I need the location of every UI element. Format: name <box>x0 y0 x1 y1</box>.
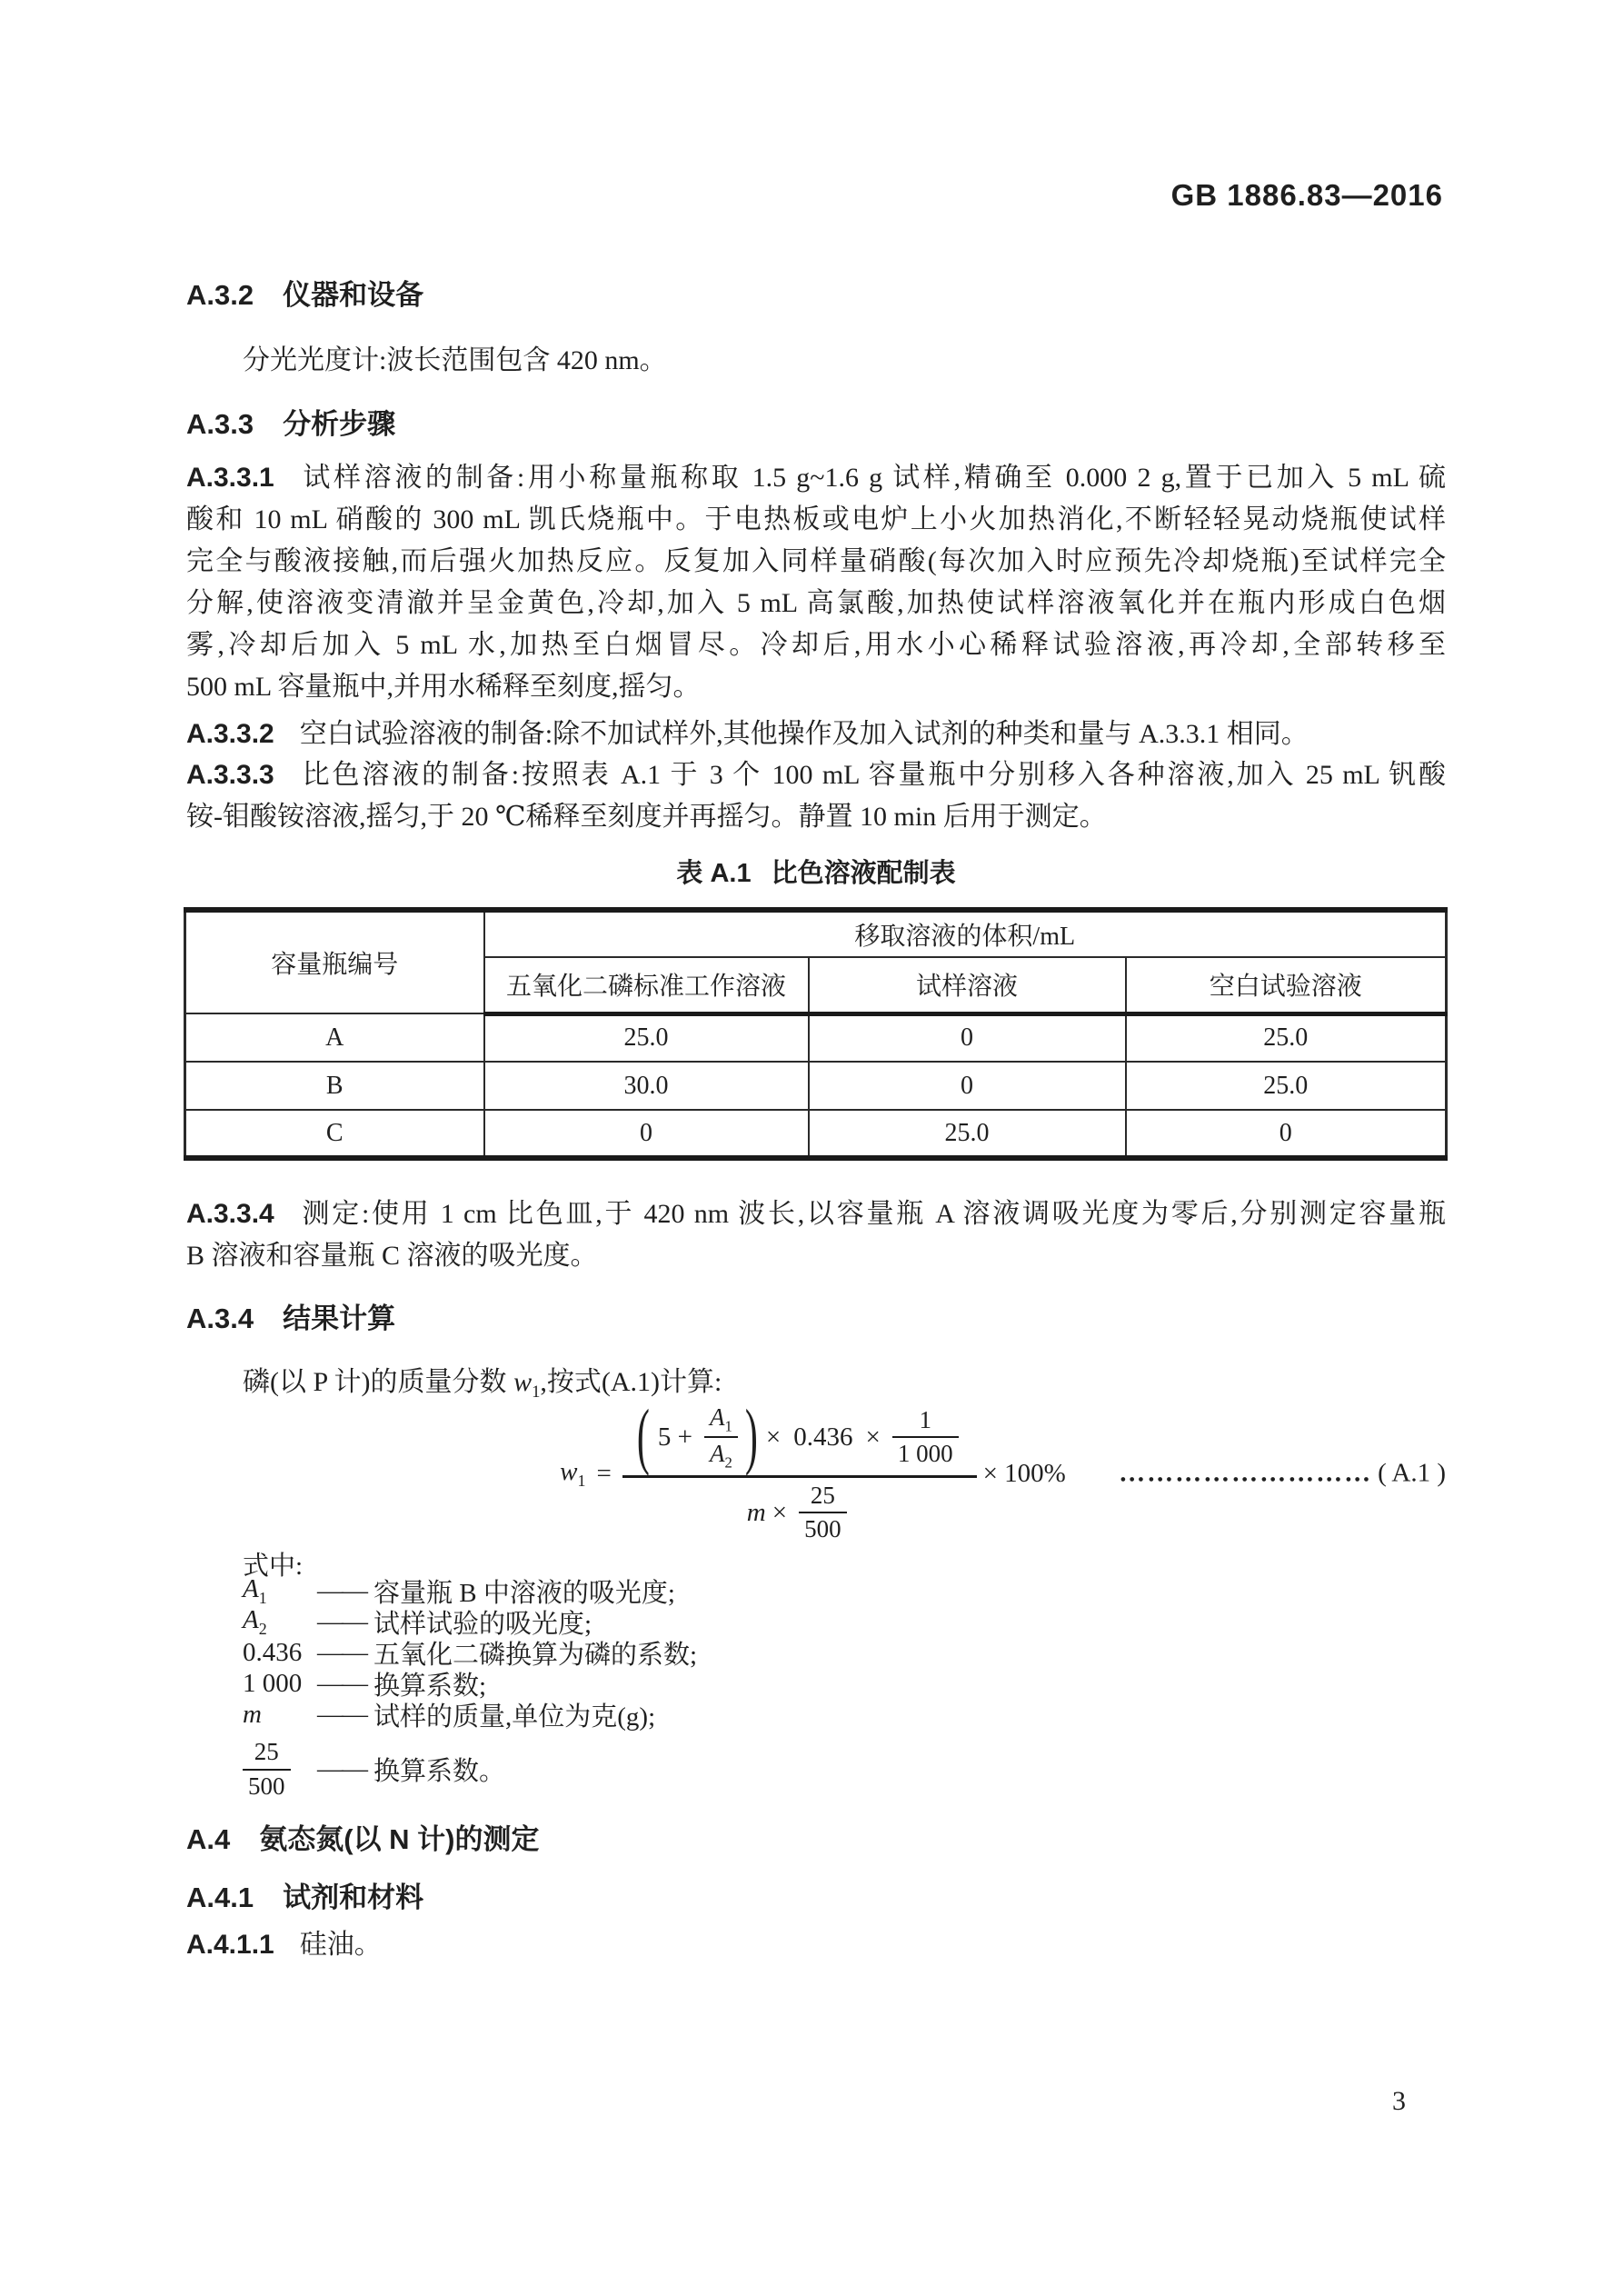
multiply-sign-3: × <box>772 1497 788 1527</box>
formula-lhs <box>560 1457 585 1491</box>
fraction-25-500 <box>799 1482 847 1543</box>
definition-1000 <box>243 1668 1442 1699</box>
cell-C-id: C <box>185 1110 484 1158</box>
formula-lhs-var: w <box>560 1456 578 1486</box>
table-col1-header: 容量瓶编号 <box>185 910 484 1013</box>
def-a2-sub: 2 <box>258 1619 267 1638</box>
cell-A-id: A <box>185 1013 484 1062</box>
paragraph-a333-line1: 铵-钼酸铵溶液,摇匀,于 20 ℃稀释至刻度并再摇匀。静置 10 min 后用于测定。 <box>186 802 1107 832</box>
heading-a41 <box>186 1874 423 1915</box>
heading-a32-label: A.3.2 <box>186 279 254 311</box>
equation-reference <box>1119 1459 1446 1489</box>
paragraph-a331 <box>186 457 1446 708</box>
paragraph-a334-line1: B 溶液和容量瓶 C 溶液的吸光度。 <box>186 1241 598 1271</box>
def-sym-a2 <box>243 1605 317 1639</box>
formula-intro-pre: 磷(以 P 计)的质量分数 <box>243 1367 514 1397</box>
formula-lhs-sub: 1 <box>577 1471 586 1490</box>
def-desc-a1: 容量瓶 B 中溶液的吸光度; <box>373 1578 675 1608</box>
heading-a34-title: 结果计算 <box>283 1303 396 1334</box>
cell-A-blank: 25.0 <box>1126 1013 1447 1062</box>
def-sym-0436: 0.436 <box>243 1637 303 1667</box>
heading-a34 <box>186 1295 395 1336</box>
def-sym-1000: 1 000 <box>243 1668 303 1698</box>
heading-a4 <box>186 1816 540 1857</box>
paragraph-a32-body: 分光光度计:波长范围包含 420 nm。 <box>243 345 667 375</box>
heading-a33-title: 分析步骤 <box>283 408 396 440</box>
mass-var: m <box>746 1497 766 1527</box>
heading-a41-title: 试剂和材料 <box>283 1882 424 1913</box>
paragraph-a333-line0: 比色溶液的制备:按照表 A.1 于 3 个 100 mL 容量瓶中分别移入各种溶液,加入 25 mL 钒酸 <box>299 760 1446 790</box>
def-frac-500: 500 <box>243 1769 291 1801</box>
cell-B-sample: 0 <box>809 1062 1126 1110</box>
def-dash: —— <box>317 1753 366 1783</box>
table-row-B <box>185 1062 1447 1110</box>
cell-A-sample: 0 <box>809 1013 1126 1062</box>
paragraph-a411 <box>186 1924 1446 1966</box>
open-paren: ( <box>636 1396 650 1479</box>
paragraph-a411-text: 硅油。 <box>299 1930 382 1960</box>
formula-intro-sub: 1 <box>532 1383 541 1402</box>
paragraph-a333 <box>186 754 1446 838</box>
where-label: 式中: <box>243 1552 304 1581</box>
definition-a1 <box>243 1575 1442 1606</box>
close-paren: ) <box>744 1396 758 1479</box>
coefficient-0436: 0.436 <box>793 1422 853 1452</box>
def-dash: —— <box>317 1606 366 1636</box>
def-sym-m <box>243 1700 317 1730</box>
a2-sub: 2 <box>724 1453 732 1472</box>
cell-B-std: 30.0 <box>484 1062 809 1110</box>
paragraph-a334-label: A.3.3.4 <box>186 1199 274 1229</box>
def-dash: —— <box>317 1668 366 1698</box>
cell-B-id: B <box>185 1062 484 1110</box>
fraction-1000: 1 000 <box>892 1436 959 1468</box>
formula-a1 <box>186 1396 1446 1543</box>
fraction-500: 500 <box>799 1512 847 1543</box>
formula-intro <box>243 1359 722 1403</box>
a1-var: A <box>709 1403 725 1431</box>
def-desc-m: 试样的质量,单位为克(g); <box>373 1702 656 1732</box>
table-row-C <box>185 1110 1447 1158</box>
heading-a41-label: A.4.1 <box>186 1882 254 1913</box>
paragraph-a334-line0: 测定:使用 1 cm 比色皿,于 420 nm 波长,以容量瓶 A 溶液调吸光度为零后,分别测定容量瓶 <box>299 1199 1446 1229</box>
table-a1-title-label: 表 A.1 <box>676 859 752 888</box>
def-a1-var: A <box>243 1573 259 1603</box>
fraction-25: 25 <box>810 1482 835 1510</box>
paragraph-a333-label: A.3.3.3 <box>186 760 274 790</box>
table-subheader-sample: 试样溶液 <box>809 957 1126 1013</box>
table-a1-title <box>186 853 1446 890</box>
equation-number: ( A.1 ) <box>1378 1458 1446 1488</box>
paragraph-a334 <box>186 1193 1446 1277</box>
fraction-1: 1 <box>919 1406 931 1434</box>
paragraph-a331-line5: 500 mL 容量瓶中,并用水稀释至刻度,摇匀。 <box>186 672 701 702</box>
fraction-1-1000 <box>892 1406 959 1468</box>
multiply-sign-1: × <box>765 1422 782 1452</box>
cell-C-std: 0 <box>484 1110 809 1158</box>
cell-C-blank: 0 <box>1126 1110 1447 1158</box>
paragraph-a332-label: A.3.3.2 <box>186 719 274 749</box>
def-desc-1000: 换算系数; <box>373 1671 487 1701</box>
numerator-term-5plus: 5 + <box>657 1422 692 1452</box>
table-a1-title-text: 比色溶液配制表 <box>771 859 956 888</box>
table-subheader-blank: 空白试验溶液 <box>1126 957 1447 1013</box>
multiply-sign-2: × <box>865 1422 881 1452</box>
table-subheader-std: 五氧化二磷标准工作溶液 <box>484 957 809 1013</box>
equals-sign: = <box>596 1458 612 1488</box>
table-row-A <box>185 1013 1447 1062</box>
heading-a33 <box>186 401 395 442</box>
paragraph-a411-label: A.4.1.1 <box>186 1930 274 1960</box>
def-frac-25: 25 <box>254 1738 279 1766</box>
definition-m <box>243 1699 1442 1730</box>
paragraph-a331-line0: 试样溶液的制备:用小称量瓶称取 1.5 g~1.6 g 试样,精确至 0.000 2 g,置于已加入 5 mL 硫 <box>299 463 1446 493</box>
paragraph-a331-line3: 分解,使溶液变清澈并呈金黄色,冷却,加入 5 mL 高氯酸,加热使试样溶液氧化并在瓶内形成白色烟 <box>186 588 1446 618</box>
paragraph-a331-line1: 酸和 10 mL 硝酸的 300 mL 凯氏烧瓶中。于电热板或电炉上小火加热消化,不断轻轻晃动烧瓶使试样 <box>186 504 1446 534</box>
def-a1-sub: 1 <box>258 1588 267 1607</box>
def-a2-var: A <box>243 1604 259 1634</box>
fraction-a1-a2 <box>704 1403 738 1472</box>
heading-a4-title: 氨态氮(以 N 计)的测定 <box>259 1823 540 1855</box>
formula-intro-post: ,按式(A.1)计算: <box>540 1367 722 1397</box>
def-dash: —— <box>317 1575 366 1605</box>
cell-B-blank: 25.0 <box>1126 1062 1447 1110</box>
page-number: 3 <box>1392 2086 1406 2116</box>
standard-number: GB 1886.83—2016 <box>1170 178 1443 212</box>
times-100-percent: × 100% <box>982 1458 1066 1488</box>
definition-0436 <box>243 1637 1442 1668</box>
paragraph-a332 <box>186 714 1446 755</box>
fraction-a2 <box>704 1436 738 1472</box>
definition-25-500 <box>243 1735 1442 1802</box>
table-header-row-1 <box>185 910 1447 957</box>
def-sym-25-500 <box>243 1737 317 1800</box>
paragraph-a332-line0: 空白试验溶液的制备:除不加试样外,其他操作及加入试剂的种类和量与 A.3.3.1 相同。 <box>299 719 1309 749</box>
def-dash: —— <box>317 1699 366 1729</box>
paragraph-a331-label: A.3.3.1 <box>186 463 274 493</box>
heading-a34-label: A.3.4 <box>186 1303 254 1334</box>
symbol-definitions <box>243 1575 1442 1802</box>
main-fraction <box>622 1396 977 1547</box>
a2-var: A <box>709 1440 725 1468</box>
cell-C-sample: 25.0 <box>809 1110 1126 1158</box>
definition-a2 <box>243 1606 1442 1637</box>
color-solution-table <box>184 907 1448 1161</box>
heading-a4-label: A.4 <box>186 1823 231 1855</box>
fraction-a1 <box>704 1403 738 1437</box>
heading-a32 <box>186 272 423 313</box>
paragraph-a331-line2: 完全与酸液接触,而后强火加热反应。反复加入同样量硝酸(每次加入时应预先冷却烧瓶)至试样完全 <box>186 546 1446 576</box>
cell-A-std: 25.0 <box>484 1013 809 1062</box>
main-fraction-denominator <box>622 1475 977 1547</box>
def-desc-25-500: 换算系数。 <box>373 1756 506 1786</box>
def-dash: —— <box>317 1637 366 1667</box>
def-m-var: m <box>243 1699 262 1729</box>
def-desc-0436: 五氧化二磷换算为磷的系数; <box>373 1640 698 1670</box>
dotted-leader: ……………………… <box>1119 1458 1373 1488</box>
heading-a32-title: 仪器和设备 <box>283 279 424 311</box>
formula-intro-var: w <box>513 1367 533 1397</box>
heading-a33-label: A.3.3 <box>186 408 254 440</box>
main-fraction-numerator <box>622 1396 977 1479</box>
def-sym-a1 <box>243 1574 317 1608</box>
def-desc-a2: 试样试验的吸光度; <box>373 1609 592 1639</box>
table-group-header: 移取溶液的体积/mL <box>484 910 1447 957</box>
paragraph-a331-line4: 雾,冷却后加入 5 mL 水,加热至白烟冒尽。冷却后,用水小心稀释试验溶液,再冷却,全部转移至 <box>186 630 1446 660</box>
a1-sub: 1 <box>724 1417 732 1435</box>
